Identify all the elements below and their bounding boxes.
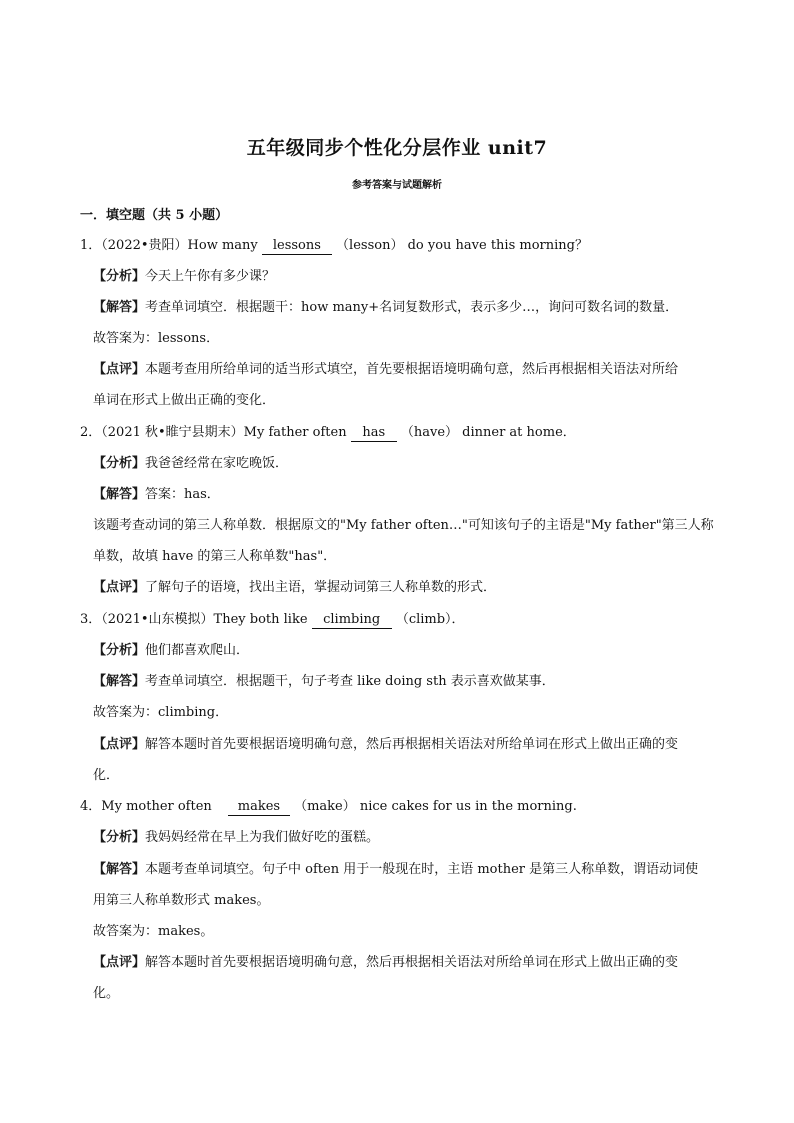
comment-text: 解答本题时首先要根据语境明确句意，然后再根据相关语法对所给单词在形式上做出正确的变 [145, 955, 679, 970]
question-text-pre: My mother often [101, 799, 212, 814]
analysis-2 [93, 454, 288, 474]
question-source: （2021•山东模拟） [101, 612, 214, 627]
analysis-text: 我妈妈经常在早上为我们做好吃的蛋糕。 [145, 830, 380, 845]
question-source: （2021 秋•睢宁县期末） [101, 425, 244, 440]
question-text-pre: My father often [243, 425, 347, 440]
analysis-3 [93, 641, 249, 661]
answer-4-cont: 用第三人称单数形式 makes。 [93, 893, 270, 908]
question-number: 2． [80, 425, 102, 440]
question-4 [80, 797, 577, 817]
answer-2-explain-cont: 单数，故填 have 的第三人称单数"has"． [93, 549, 337, 564]
answer-label: 【解答】 [93, 487, 146, 502]
answer-label: 【解答】 [93, 674, 146, 689]
answer-text: 答案：has． [145, 487, 220, 502]
answer-3 [93, 672, 555, 692]
comment-1-cont: 单词在形式上做出正确的变化． [93, 393, 276, 408]
document-subtitle: 参考答案与试题解析 [352, 180, 442, 191]
comment-label: 【点评】 [93, 362, 146, 377]
question-text-post: （make） nice cakes for us in the morning. [294, 799, 577, 814]
answer-label: 【解答】 [93, 300, 146, 315]
answer-blank: has [351, 425, 397, 442]
question-2 [80, 423, 576, 443]
answer-blank: climbing [312, 612, 392, 629]
section-heading: 一．填空题（共 5 小题） [80, 208, 229, 223]
answer-3-final: 故答案为：climbing． [93, 705, 229, 720]
analysis-label: 【分析】 [93, 456, 146, 471]
question-text-pre: How many [187, 238, 258, 253]
question-text-post: （lesson） do you have this morning？ [336, 238, 588, 253]
question-number: 4． [80, 799, 102, 814]
comment-label: 【点评】 [93, 580, 146, 595]
comment-1 [93, 360, 678, 380]
comment-4-cont: 化。 [93, 986, 120, 1001]
document-title: 五年级同步个性化分层作业 unit7 [246, 137, 548, 159]
answer-blank: lessons [262, 238, 332, 255]
question-number: 3． [80, 612, 102, 627]
answer-2 [93, 485, 220, 505]
answer-4 [93, 860, 698, 880]
question-3 [80, 610, 465, 630]
answer-blank: makes [228, 799, 290, 816]
comment-text: 了解句子的语境，找出主语，掌握动词第三人称单数的形式． [145, 580, 497, 595]
answer-2-explain: 该题考查动词的第三人称单数．根据原文的"My father often…"可知该句子的主语是"My father"第三人称 [93, 518, 714, 533]
question-source: （2022•贵阳） [101, 238, 188, 253]
question-text-pre: They both like [213, 612, 308, 627]
comment-3-cont: 化． [93, 768, 120, 783]
comment-text: 本题考查用所给单词的适当形式填空，首先要根据语境明确句意，然后再根据相关语法对所给 [145, 362, 679, 377]
comment-3 [93, 735, 678, 755]
analysis-label: 【分析】 [93, 830, 146, 845]
analysis-1 [93, 267, 275, 287]
answer-4-final: 故答案为：makes。 [93, 924, 214, 939]
question-1 [80, 236, 588, 256]
analysis-label: 【分析】 [93, 269, 146, 284]
analysis-text: 今天上午你有多少课？ [145, 269, 276, 284]
answer-1-final: 故答案为：lessons． [93, 331, 220, 346]
comment-2 [93, 578, 496, 598]
analysis-label: 【分析】 [93, 643, 146, 658]
answer-label: 【解答】 [93, 862, 146, 877]
answer-text: 考查单词填空．根据题干，句子考查 like doing sth 表示喜欢做某事． [145, 674, 555, 689]
analysis-4 [93, 828, 379, 848]
comment-label: 【点评】 [93, 737, 146, 752]
question-text-post: （have） dinner at home． [400, 425, 576, 440]
question-number: 1． [80, 238, 102, 253]
analysis-text: 他们都喜欢爬山． [145, 643, 250, 658]
analysis-text: 我爸爸经常在家吃晚饭． [145, 456, 289, 471]
comment-4 [93, 953, 678, 973]
answer-text: 考查单词填空．根据题干：how many+名词复数形式，表示多少…，询问可数名词的数量． [145, 300, 679, 315]
answer-text: 本题考查单词填空。句子中 often 用于一般现在时，主语 mother 是第三人称单数，谓语动词使 [145, 862, 699, 877]
comment-label: 【点评】 [93, 955, 146, 970]
answer-1 [93, 298, 678, 318]
comment-text: 解答本题时首先要根据语境明确句意，然后再根据相关语法对所给单词在形式上做出正确的变 [145, 737, 679, 752]
question-text-post: （climb）． [395, 612, 465, 627]
